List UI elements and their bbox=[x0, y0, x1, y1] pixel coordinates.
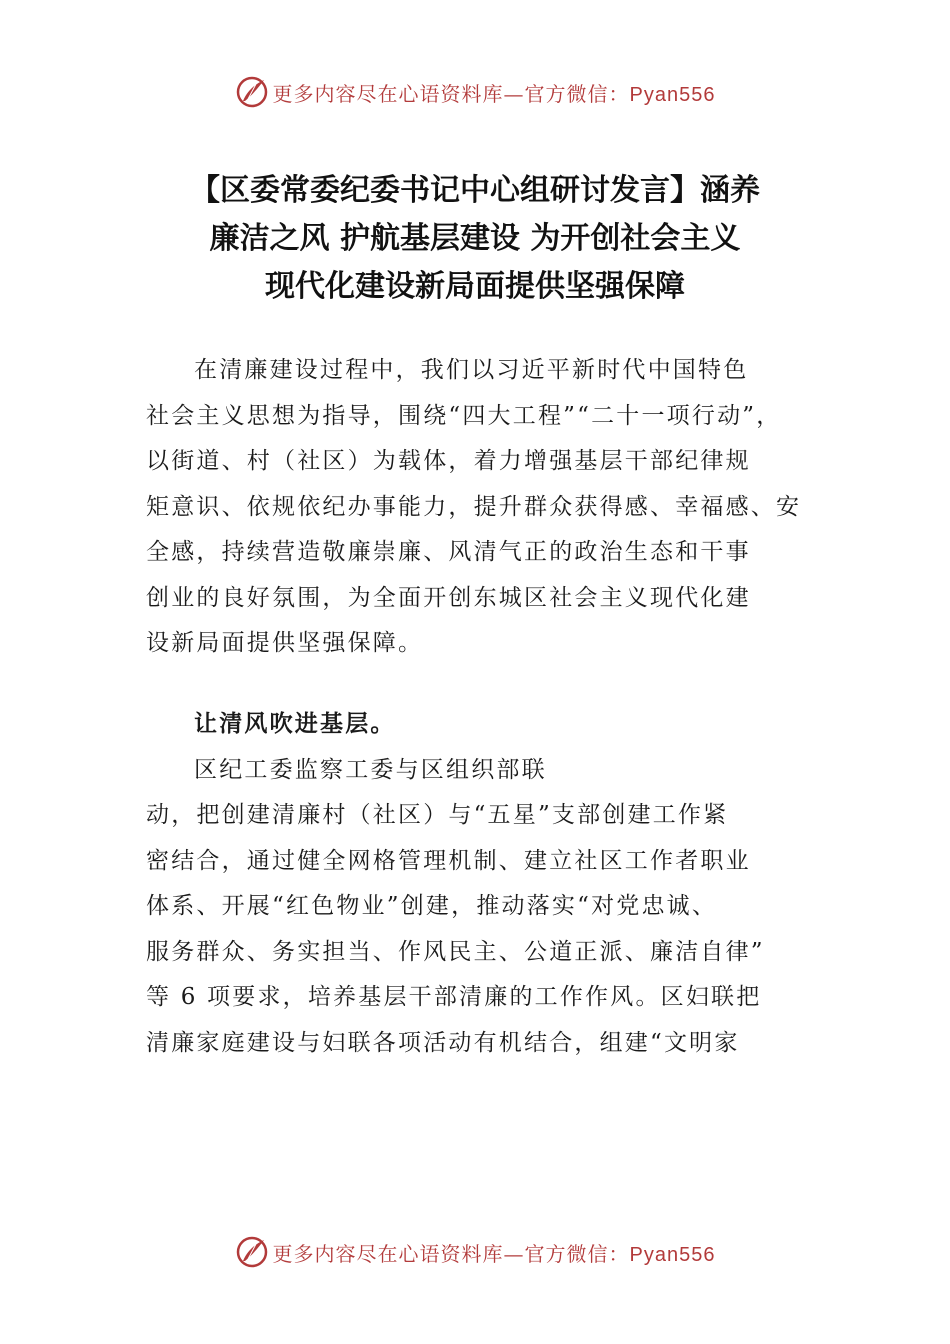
paragraph-line: 清廉家庭建设与妇联各项活动有机结合，组建“文明家 bbox=[146, 1029, 740, 1056]
wechat-id: Pyan556 bbox=[629, 83, 716, 106]
red-feather-logo-icon bbox=[235, 1235, 269, 1269]
paragraph-line: 在清廉建设过程中，我们以习近平新时代中国特色 bbox=[194, 357, 749, 383]
wechat-id: Pyan556 bbox=[629, 1243, 716, 1266]
paragraph-line: 以街道、村（社区）为载体，着力增强基层干部纪律规 bbox=[146, 448, 751, 474]
title-line-3: 现代化建设新局面提供坚强保障 bbox=[265, 269, 685, 304]
paragraph-line: 体系、开展“红色物业”创建，推动落实“对党忠诚、 bbox=[146, 893, 718, 919]
section-lead-heading: 让清风吹进基层。 bbox=[194, 711, 396, 737]
header-banner bbox=[0, 72, 950, 112]
paragraph-line: 等 6 项要求，培养基层干部清廉的工作作风。区妇联把 bbox=[146, 984, 762, 1010]
paragraph-intro bbox=[146, 348, 826, 667]
banner-text bbox=[273, 78, 716, 107]
title-line-2: 廉洁之风 护航基层建设 为开创社会主义 bbox=[209, 221, 741, 256]
paragraph-line: 矩意识、依规依纪办事能力，提升群众获得感、幸福感、安 bbox=[146, 493, 802, 520]
banner-label: 更多内容尽在心语资料库—官方微信： bbox=[272, 1241, 630, 1266]
paragraph-line: 社会主义思想为指导，围绕“四大工程”“二十一项行动”， bbox=[146, 402, 782, 429]
paragraph-line bbox=[146, 702, 826, 793]
banner-text bbox=[273, 1238, 716, 1267]
paragraph-grassroots bbox=[146, 702, 826, 1066]
paragraph-line: 动，把创建清廉村（社区）与“五星”支部创建工作紧 bbox=[146, 802, 729, 828]
footer-banner bbox=[0, 1232, 950, 1272]
document-title bbox=[120, 167, 830, 311]
paragraph-line: 全感，持续营造敬廉崇廉、风清气正的政治生态和干事 bbox=[146, 539, 751, 565]
paragraph-line: 设新局面提供坚强保障。 bbox=[146, 630, 424, 656]
paragraph-line: 密结合，通过健全网格管理机制、建立社区工作者职业 bbox=[146, 847, 751, 874]
paragraph-line: 服务群众、务实担当、作风民主、公道正派、廉洁自律” bbox=[146, 938, 765, 965]
paragraph-line-rest: 区纪工委监察工委与区组织部联 bbox=[194, 756, 547, 783]
red-feather-logo-icon bbox=[235, 75, 269, 109]
paragraph-line: 创业的良好氛围，为全面开创东城区社会主义现代化建 bbox=[146, 584, 751, 611]
banner-label: 更多内容尽在心语资料库—官方微信： bbox=[272, 81, 630, 106]
title-line-1: 【区委常委纪委书记中心组研讨发言】涵养 bbox=[190, 173, 760, 208]
